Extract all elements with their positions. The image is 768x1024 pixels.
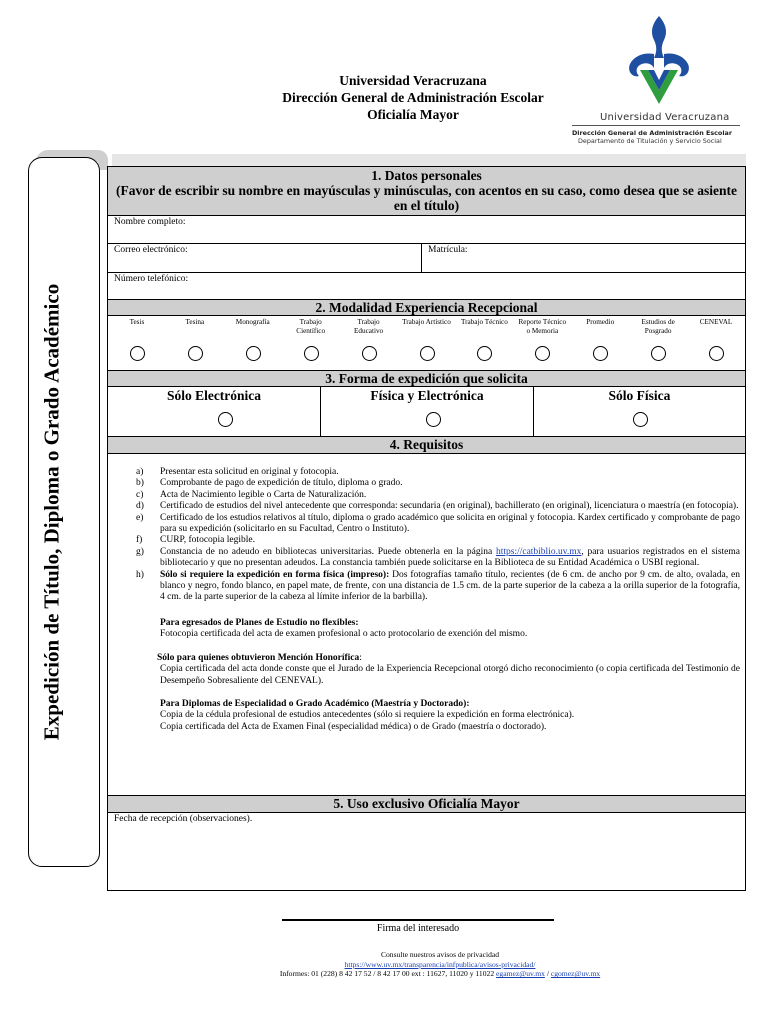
note-title: Para egresados de Planes de Estudio no flexibles: <box>160 617 359 628</box>
note-honorific <box>136 653 740 687</box>
item-text: Constancia de no adeudo en bibliotecas universitarias. Puede obtenerla en la página <box>160 546 496 557</box>
radio-physical-electronic[interactable] <box>426 412 441 427</box>
modality-option-label: Reporte Técnico o Memoria <box>518 318 567 335</box>
requirement-item <box>136 467 740 478</box>
modality-option-label: Tesis <box>129 318 145 326</box>
note-title-suffix: : <box>359 652 362 663</box>
item-text: Certificado de los estudios relativos al título, diploma o grado académico que solicita en original y fotocopia. Kardex certificado y comprobante de pago para su expedición (solicitarlo en su Facultad, Centro o Instituto). <box>160 512 740 535</box>
catbiblio-link[interactable]: https://catbiblio.uv.mx <box>495 546 582 557</box>
note-title: Para Diplomas de Especialidad o Grado Académico (Maestría y Doctorado): <box>160 698 470 709</box>
option-electronic-label: Sólo Electrónica <box>166 388 262 403</box>
modality-radio[interactable] <box>535 346 550 361</box>
contact-text: Informes: 01 (228) 8 42 17 52 / 8 42 17 00 ext : 11627, 11020 y 11022 <box>279 969 497 979</box>
requirement-item <box>136 501 740 512</box>
application-form <box>107 166 746 891</box>
option-physical-electronic-label: Física y Electrónica <box>370 388 484 403</box>
modality-radio[interactable] <box>130 346 145 361</box>
form-title-vertical: Expedición de Título, Diploma o Grado Académico <box>39 283 64 741</box>
requirement-item <box>136 535 740 546</box>
modality-radio[interactable] <box>709 346 724 361</box>
reception-date-field[interactable] <box>114 814 739 888</box>
section-4-title: 4. Requisitos <box>389 437 464 452</box>
note-title: Sólo para quienes obtuvieron Mención Honorífica <box>157 652 360 663</box>
section-1-subtitle: (Favor de escribir su nombre en mayúsculas y minúsculas, con acentos en su caso, como desea que se asiente en el título) <box>116 183 737 213</box>
phone-label: Número telefónico: <box>114 274 189 284</box>
section-3-title: 3. Forma de expedición que solicita <box>325 371 528 386</box>
full-name-field[interactable] <box>114 217 739 243</box>
modality-option-label: Monografía <box>235 318 270 326</box>
item-text: Presentar esta solicitud en original y fotocopia. <box>160 467 339 477</box>
signature-label: Firma del interesado <box>376 923 460 934</box>
matricula-field[interactable] <box>428 245 728 271</box>
modality-radio[interactable] <box>651 346 666 361</box>
university-name: Universidad Veracruzana <box>339 73 487 88</box>
section-expedition-header <box>108 370 745 387</box>
item-text: Comprobante de pago de expedición de título, diploma o grado. <box>160 478 403 489</box>
modality-radio[interactable] <box>593 346 608 361</box>
logo-divider <box>572 125 740 126</box>
email-field[interactable] <box>114 245 414 271</box>
note-line: Copia certificada del Acta de Examen Final (especialidad médica) o de Grado (maestría o doctorado). <box>160 721 547 732</box>
note-line: Copia certificada del acta donde conste que el Jurado de la Experiencia Recepcional otorgó dicho reconocimiento (o copia certificada del Testimonio de Desempeño Sobresaliente del CENEVAL). <box>160 664 740 686</box>
modality-option-label: Trabajo Artístico <box>402 318 451 326</box>
note-title-row <box>157 653 740 664</box>
section-requirements-header <box>108 436 745 454</box>
privacy-notice: Consulte nuestros avisos de privacidad <box>380 950 500 959</box>
full-name-label: Nombre completo: <box>114 217 186 227</box>
item-letter: b) <box>136 478 144 489</box>
note-line: Copia de la cédula profesional de estudios antecedentes (sólo si requiere la expedición en forma electrónica). <box>160 710 575 721</box>
university-logo <box>572 14 752 145</box>
email-label: Correo electrónico: <box>114 245 188 255</box>
requirement-item <box>136 570 740 604</box>
item-letter: a) <box>136 467 144 477</box>
office-name: Oficialía Mayor <box>367 107 459 122</box>
item-text: CURP, fotocopia legible. <box>160 535 255 546</box>
radio-physical[interactable] <box>633 412 648 427</box>
privacy-link[interactable]: https://www.uv.mx/transparencia/infpublica/avisos-privacidad/ <box>344 959 536 969</box>
section-2-title: 2. Modalidad Experiencia Recepcional <box>315 300 538 315</box>
section-modality-header <box>108 299 745 316</box>
divider <box>421 243 422 272</box>
note-non-flexible <box>136 618 740 641</box>
modality-radio[interactable] <box>362 346 377 361</box>
requirement-item <box>136 547 740 570</box>
requirement-item <box>136 478 740 489</box>
reception-date-label: Fecha de recepción (observaciones). <box>114 814 253 824</box>
section-5-title: 5. Uso exclusivo Oficialía Mayor <box>333 796 520 811</box>
modality-option-label: Trabajo Educativo <box>354 318 384 335</box>
item-letter: e) <box>136 512 144 523</box>
modality-radio[interactable] <box>304 346 319 361</box>
section-personal-data-header <box>108 166 745 216</box>
modality-option-label: Trabajo Técnico <box>460 318 508 326</box>
radio-electronic[interactable] <box>218 412 233 427</box>
modality-option-label: CENEVAL <box>699 318 733 326</box>
email-separator: / <box>544 969 551 979</box>
item-text: Acta de Nacimiento legible o Carta de Naturalización. <box>160 489 367 500</box>
matricula-label: Matrícula: <box>428 245 468 255</box>
email-link-cgomez[interactable]: cgomez@uv.mx <box>550 969 601 979</box>
option-physical-label: Sólo Física <box>608 388 671 403</box>
section-1-title: 1. Datos personales <box>371 168 482 183</box>
item-letter: c) <box>136 489 144 500</box>
note-line: Fotocopia certificada del acta de examen profesional o acto protocolario de exención del mismo. <box>160 629 528 640</box>
fleur-de-lis-logo-icon <box>624 14 694 106</box>
requirement-item <box>136 490 740 501</box>
modality-option-label: Estudios de Posgrado <box>641 318 675 335</box>
divider <box>108 272 745 273</box>
requirement-item <box>136 513 740 536</box>
item-letter: d) <box>136 501 144 512</box>
requirements-list <box>136 467 740 733</box>
modality-radio[interactable] <box>246 346 261 361</box>
logo-department: Departamento de Titulación y Servicio Social <box>578 137 722 145</box>
top-gray-band <box>112 154 746 166</box>
item-text: Certificado de estudios del nivel antecedente que corresponda: secundaria (en original), bachillerato (en original), licenciatura o maestría (en fotocopia). <box>160 501 739 512</box>
signature-line[interactable] <box>282 919 554 921</box>
modality-option-label: Trabajo Científico <box>296 318 326 335</box>
item-letter: h) <box>136 569 144 580</box>
page-footer <box>100 950 768 979</box>
modality-option-label: Tesina <box>185 318 205 326</box>
logo-university-name: Universidad Veracruzana <box>600 112 730 123</box>
email-link-egamez[interactable]: egamez@uv.mx <box>496 969 545 979</box>
direction-name: Dirección General de Administración Escolar <box>282 90 544 105</box>
modality-option-label: Promedio <box>586 318 615 326</box>
document-header <box>230 72 596 123</box>
contact-line <box>100 969 768 979</box>
item-text: Dos fotografías tamaño título, recientes (de 6 cm. de ancho por 9 cm. de alto, ovalada, en blanco y negro, fondo blanco, en papel mate, de frente, con una distancia de 1.5 cm. de la parte superior de la cabeza a la orilla superior de la fotografía, 4 cm. de la parte superior de la cabeza al límite inferior de la barbilla). <box>160 569 740 603</box>
logo-direction: Dirección General de Administración Escolar <box>572 129 732 137</box>
phone-field[interactable] <box>114 274 739 298</box>
item-text: , para usuarios registrados en el sistema bibliotecario y que no presentan adeudos. La constancia también puede solicitarse en la Biblioteca de su Entidad Académica o USBI regional. <box>160 546 740 569</box>
item-letter: f) <box>136 535 143 546</box>
divider <box>108 243 745 244</box>
section-office-use-header <box>108 795 745 813</box>
note-diplomas <box>136 699 740 733</box>
item-letter: g) <box>136 546 144 557</box>
modality-radio[interactable] <box>477 346 492 361</box>
item-bold-text: Sólo si requiere la expedición en forma física (impreso): <box>160 569 390 580</box>
modality-radio[interactable] <box>420 346 435 361</box>
modality-radio[interactable] <box>188 346 203 361</box>
